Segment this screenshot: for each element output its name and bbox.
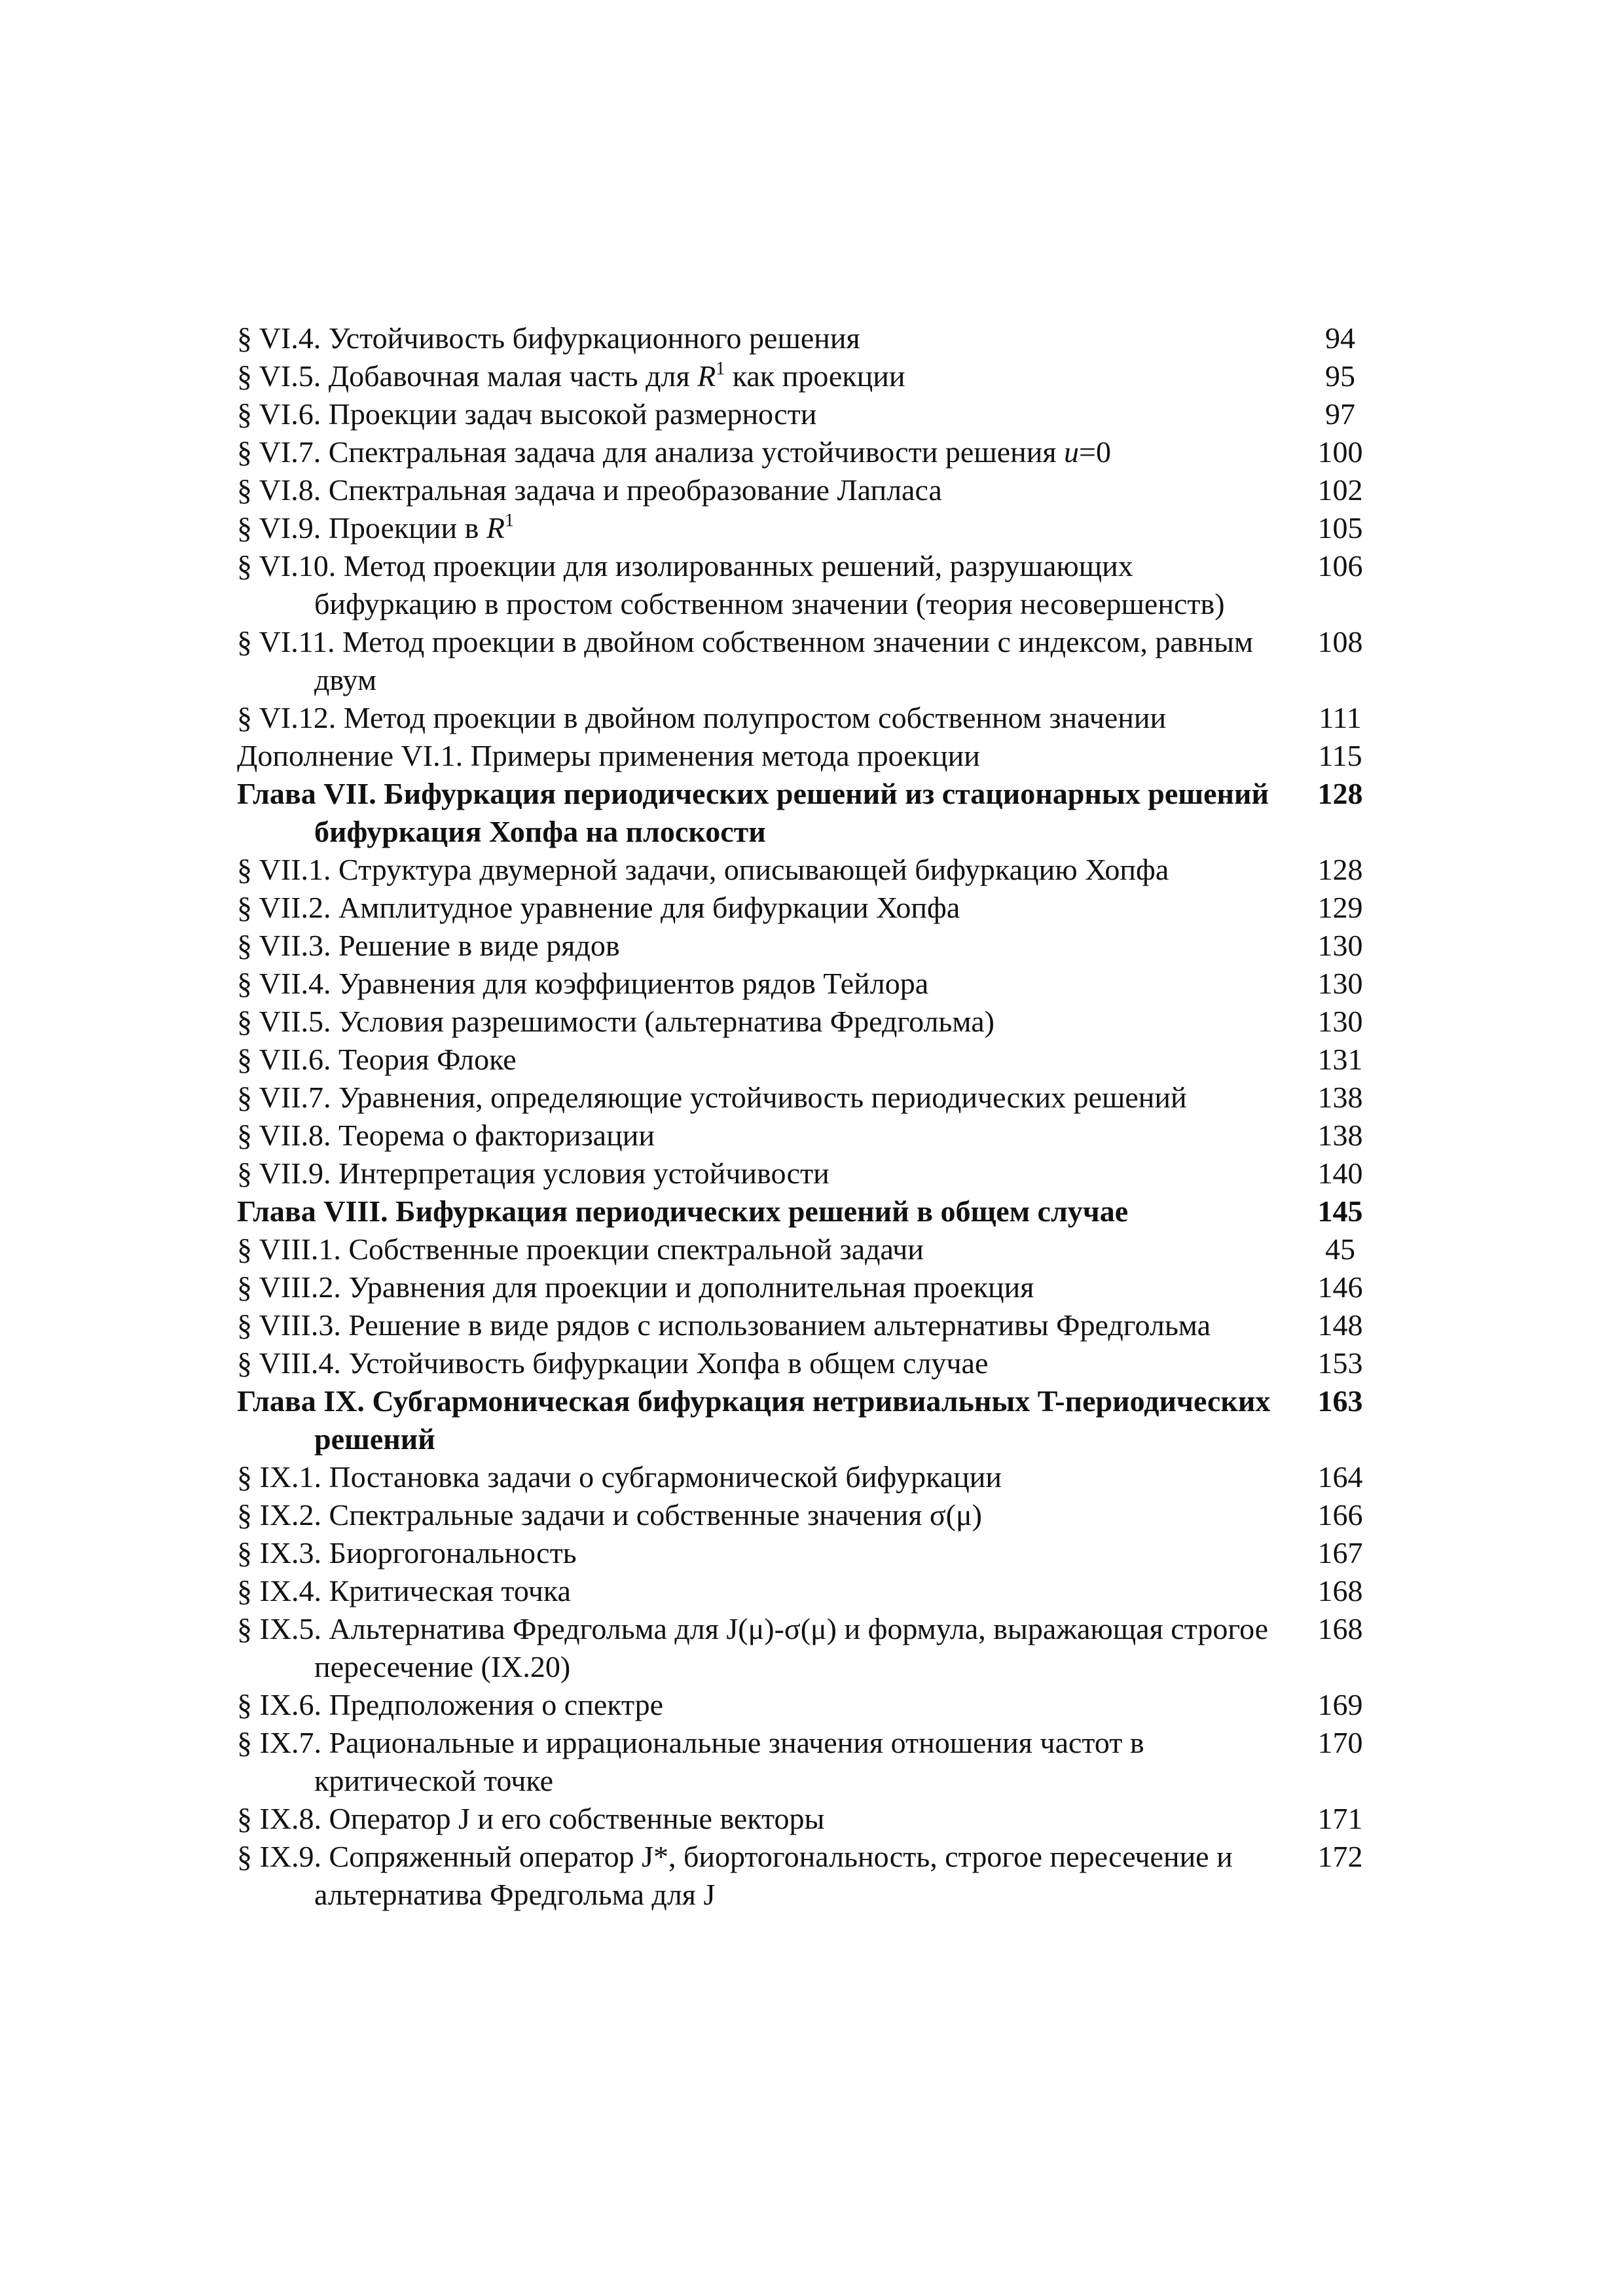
toc-entry-title: § VI.11. Метод проекции в двойном собственном значении с индексом, равным двум xyxy=(237,625,1254,696)
toc-entry-page: 128 xyxy=(1317,777,1363,810)
toc-chapter-vii xyxy=(237,775,1396,851)
toc-entry-title: § VII.2. Амплитудное уравнение для бифуркации Хопфа xyxy=(237,891,960,924)
toc-entry-page: 106 xyxy=(1317,549,1363,583)
toc-entry-page: 169 xyxy=(1317,1688,1363,1721)
toc-entry-title: § IX.6. Предположения о спектре xyxy=(237,1688,664,1721)
toc-entry-page: 130 xyxy=(1317,1005,1363,1038)
toc-entry-title: § VIII.3. Решение в виде рядов с использованием альтернативы Фредгольма xyxy=(237,1308,1211,1342)
toc-entry-ix-9 xyxy=(237,1838,1396,1914)
toc-entry-page: 171 xyxy=(1317,1802,1363,1835)
toc-entry-vi-12 xyxy=(237,699,1396,737)
toc-entry-page: 138 xyxy=(1317,1081,1363,1114)
toc-entry-viii-4 xyxy=(237,1344,1396,1382)
toc-entry-vii-4 xyxy=(237,965,1396,1003)
toc-entry-vii-3 xyxy=(237,927,1396,965)
toc-entry-title: Дополнение VI.1. Примеры применения метода проекции xyxy=(237,739,980,772)
toc-entry-title: § IX.5. Альтернатива Фредгольма для J(μ)-σ(μ) и формула, выражающая строгое пересечение (IX.20) xyxy=(237,1612,1269,1683)
toc-entry-page: 167 xyxy=(1317,1536,1363,1570)
toc-entry-page: 45 xyxy=(1325,1232,1355,1266)
toc-entry-page: 130 xyxy=(1317,929,1363,962)
toc-entry-page: 146 xyxy=(1317,1270,1363,1304)
toc-entry-vi-10 xyxy=(237,547,1396,623)
toc-entry-title: § VIII.1. Собственные проекции спектральной задачи xyxy=(237,1232,924,1266)
toc-entry-title: § VI.8. Спектральная задача и преобразование Лапласа xyxy=(237,473,942,507)
toc-chapter-ix xyxy=(237,1382,1396,1458)
toc-entry-page: 170 xyxy=(1317,1726,1363,1759)
toc-entry-supplement-vi-1 xyxy=(237,737,1396,775)
toc-entry-title: § IX.2. Спектральные задачи и собственные значения σ(μ) xyxy=(237,1498,982,1532)
toc-entry-page: 94 xyxy=(1325,321,1355,355)
toc-entry-page: 97 xyxy=(1325,397,1355,431)
toc-entry-vi-5 xyxy=(237,357,1396,395)
toc-entry-title: § VII.8. Теорема о факторизации xyxy=(237,1119,655,1152)
toc-entry-title: § IX.4. Критическая точка xyxy=(237,1574,571,1607)
toc-entry-page: 168 xyxy=(1317,1612,1363,1645)
toc-entry-title: § VI.12. Метод проекции в двойном полупростом собственном значении xyxy=(237,701,1167,734)
toc-entry-title: § VII.3. Решение в виде рядов xyxy=(237,929,620,962)
toc-entry-page: 129 xyxy=(1317,891,1363,924)
toc-entry-page: 102 xyxy=(1317,473,1363,507)
toc-entry-page: 145 xyxy=(1317,1194,1363,1228)
toc-entry-ix-3 xyxy=(237,1534,1396,1572)
toc-entry-vi-9 xyxy=(237,509,1396,547)
toc-entry-viii-2 xyxy=(237,1268,1396,1306)
toc-entry-ix-2 xyxy=(237,1496,1396,1534)
toc-entry-viii-1 xyxy=(237,1230,1396,1268)
toc-entry-page: 128 xyxy=(1317,853,1363,886)
toc-entry-vi-4 xyxy=(237,319,1396,357)
toc-entry-title: § VI.10. Метод проекции для изолированных решений, разрушающих бифуркацию в простом собственном значении (теория несовершенств) xyxy=(237,549,1225,620)
toc-entry-page: 100 xyxy=(1317,435,1363,469)
toc-entry-title: § VII.4. Уравнения для коэффициентов рядов Тейлора xyxy=(237,967,929,1000)
toc-entry-title: § VI.6. Проекции задач высокой размерности xyxy=(237,397,817,431)
toc-entry-title: § IX.9. Сопряженный оператор J*, биортогональность, строгое пересечение и альтернатива Фредгольма для J xyxy=(237,1840,1233,1911)
toc-entry-vi-8 xyxy=(237,471,1396,509)
toc-entry-viii-3 xyxy=(237,1306,1396,1344)
toc-entry-title: § VII.9. Интерпретация условия устойчивости xyxy=(237,1157,830,1190)
toc-entry-page: 138 xyxy=(1317,1119,1363,1152)
toc-entry-ix-8 xyxy=(237,1800,1396,1838)
toc-entry-page: 111 xyxy=(1319,701,1362,734)
toc-entry-vii-8 xyxy=(237,1117,1396,1155)
toc-entry-page: 148 xyxy=(1317,1308,1363,1342)
toc-entry-ix-4 xyxy=(237,1572,1396,1610)
toc-entry-page: 108 xyxy=(1317,625,1363,658)
toc-entry-page: 115 xyxy=(1318,739,1362,772)
toc-entry-page: 166 xyxy=(1317,1498,1363,1532)
toc-entry-vii-7 xyxy=(237,1079,1396,1117)
toc-entry-vi-11 xyxy=(237,623,1396,699)
toc-entry-ix-1 xyxy=(237,1458,1396,1496)
toc-chapter-title: Глава VIII. Бифуркация периодических решений в общем случае xyxy=(237,1194,1129,1228)
toc-entry-page: 164 xyxy=(1317,1460,1363,1494)
toc-entry-vii-5 xyxy=(237,1003,1396,1041)
toc-entry-title: § VI.7. Спектральная задача для анализа устойчивости решения u=0 xyxy=(237,435,1111,469)
toc-entry-title: § IX.1. Постановка задачи о субгармонической бифуркации xyxy=(237,1460,1002,1494)
toc-chapter-viii xyxy=(237,1193,1396,1230)
toc-entry-title: § VI.9. Проекции в $R^1$ xyxy=(237,511,514,545)
toc-entry-ix-6 xyxy=(237,1686,1396,1724)
table-of-contents xyxy=(237,319,1396,1914)
toc-entry-vii-6 xyxy=(237,1041,1396,1079)
toc-chapter-title: Глава IX. Субгармоническая бифуркация нетривиальных T-периодических решений xyxy=(237,1384,1271,1456)
toc-entry-vi-7 xyxy=(237,433,1396,471)
toc-entry-title: § VIII.4. Устойчивость бифуркации Хопфа в общем случае xyxy=(237,1346,989,1380)
toc-entry-title: § VIII.2. Уравнения для проекции и дополнительная проекция xyxy=(237,1270,1034,1304)
toc-entry-vii-2 xyxy=(237,889,1396,927)
toc-entry-title: § VII.6. Теория Флоке xyxy=(237,1043,517,1076)
toc-entry-title: § VI.5. Добавочная малая часть для $R^1$ как проекции xyxy=(237,359,905,393)
toc-entry-page: 95 xyxy=(1325,359,1355,393)
toc-entry-page: 131 xyxy=(1317,1043,1363,1076)
toc-entry-page: 140 xyxy=(1317,1157,1363,1190)
toc-entry-title: § VI.4. Устойчивость бифуркационного решения xyxy=(237,321,860,355)
toc-entry-title: § IX.8. Оператор J и его собственные векторы xyxy=(237,1802,825,1835)
toc-entry-title: § VII.5. Условия разрешимости (альтернатива Фредгольма) xyxy=(237,1005,994,1038)
toc-entry-ix-7 xyxy=(237,1724,1396,1800)
toc-entry-title: § VII.7. Уравнения, определяющие устойчивость периодических решений xyxy=(237,1081,1187,1114)
toc-entry-page: 168 xyxy=(1317,1574,1363,1607)
toc-entry-title: § IX.3. Биоргогональность xyxy=(237,1536,577,1570)
toc-entry-title: § IX.7. Рациональные и иррациональные значения отношения частот в критической точке xyxy=(237,1726,1144,1797)
toc-entry-page: 163 xyxy=(1317,1384,1363,1418)
toc-entry-page: 105 xyxy=(1317,511,1363,545)
toc-chapter-title: Глава VII. Бифуркация периодических решений из стационарных решений бифуркация Хопфа на плоскости xyxy=(237,777,1269,848)
toc-entry-vii-9 xyxy=(237,1155,1396,1193)
toc-entry-vi-6 xyxy=(237,395,1396,433)
toc-entry-page: 130 xyxy=(1317,967,1363,1000)
toc-entry-title: § VII.1. Структура двумерной задачи, описывающей бифуркацию Хопфа xyxy=(237,853,1169,886)
toc-entry-page: 153 xyxy=(1317,1346,1363,1380)
toc-entry-vii-1 xyxy=(237,851,1396,889)
toc-entry-ix-5 xyxy=(237,1610,1396,1686)
toc-entry-page: 172 xyxy=(1317,1840,1363,1873)
